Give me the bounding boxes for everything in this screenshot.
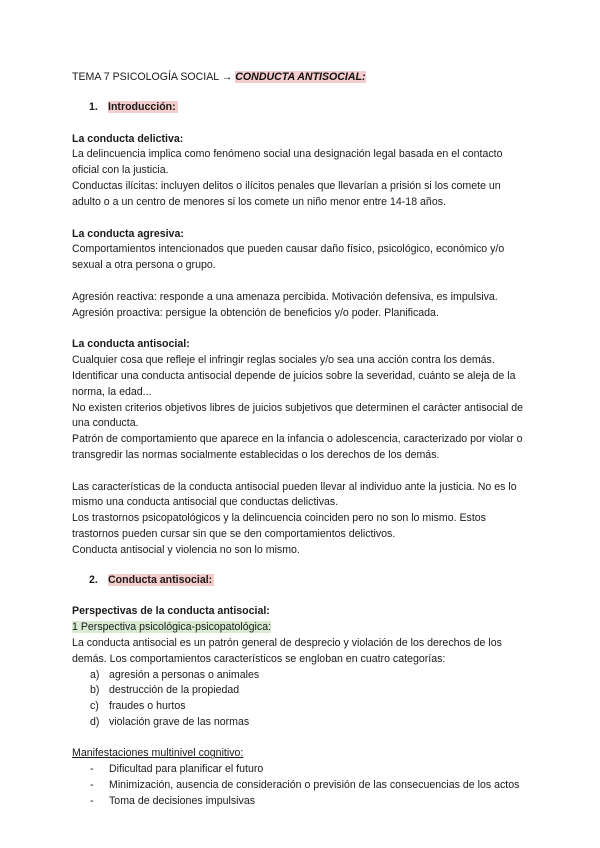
list-marker: - bbox=[90, 779, 94, 792]
list-item bbox=[72, 762, 528, 778]
list-item bbox=[72, 715, 528, 731]
antisocial-paragraph-7: Conducta antisocial y violencia no son lo mismo. bbox=[72, 543, 300, 556]
list-item-text: fraudes o hurtos bbox=[109, 700, 186, 713]
list-item bbox=[72, 794, 528, 810]
perspectivas-heading: Perspectivas de la conducta antisocial: bbox=[72, 605, 270, 618]
antisocial-heading: La conducta antisocial: bbox=[72, 338, 190, 351]
list-item bbox=[72, 778, 528, 794]
antisocial-paragraph-4: Patrón de comportamiento que aparece en la infancia o adolescencia, caracterizado por violar o transgredir las normas socialmente establecidas o los derechos de los demás. bbox=[72, 433, 523, 461]
section-2-label: Conducta antisocial: bbox=[108, 573, 213, 586]
perspectivas-paragraph-1: La conducta antisocial es un patrón general de desprecio y violación de los derechos de los demás. Los comportamientos característicos se engloban en cuatro categorías: bbox=[72, 636, 502, 665]
spacer bbox=[72, 731, 528, 747]
list-item bbox=[72, 699, 528, 715]
list-marker: d) bbox=[90, 715, 100, 728]
delictiva-heading: La conducta delictiva: bbox=[72, 132, 184, 145]
list-item-text: Minimización, ausencia de consideración o previsión de las consecuencias de los actos bbox=[109, 779, 520, 792]
list-item-text: Dificultad para planificar el futuro bbox=[109, 763, 264, 776]
list-item-text: destrucción de la propiedad bbox=[109, 684, 240, 697]
list-marker: - bbox=[90, 794, 94, 807]
title-prefix: TEMA 7 PSICOLOGÍA SOCIAL → bbox=[72, 71, 236, 83]
antisocial-paragraph-1: Cualquier cosa que refleje el infringir reglas sociales y/o sea una acción contra los demás. bbox=[72, 354, 495, 367]
list-item-text: agresión a personas o animales bbox=[109, 668, 260, 681]
section-1-heading bbox=[89, 100, 528, 116]
list-item-text: violación grave de las normas bbox=[109, 715, 250, 728]
list-marker: b) bbox=[90, 684, 100, 697]
list-item bbox=[72, 683, 528, 699]
delictiva-paragraph-1: La delincuencia implica como fenómeno social una designación legal basada en el contacto oficial con la justicia. bbox=[72, 148, 503, 177]
antisocial-paragraph-3: No existen criterios objetivos libres de juicios subjetivos que determinen el carácter antisocial de una conducta. bbox=[72, 401, 524, 430]
section-2-heading bbox=[89, 573, 528, 589]
document-page bbox=[72, 70, 528, 810]
agresiva-paragraph-1: Comportamientos intencionados que pueden causar daño físico, psicológico, económico y/o sexual a otra persona o grupo. bbox=[72, 243, 505, 272]
antisocial-paragraph-5: Las características de la conducta antisocial pueden llevar al individuo ante la justicia. No es lo mismo una conducta antisocial que conductas delictivas. bbox=[72, 480, 517, 509]
perspectivas-subheading bbox=[72, 620, 528, 636]
spacer bbox=[72, 274, 528, 290]
document-title bbox=[72, 70, 528, 86]
categories-list bbox=[72, 668, 528, 731]
manifestaciones-list bbox=[72, 762, 528, 809]
manifestaciones-heading: Manifestaciones multinivel cognitivo: bbox=[72, 747, 244, 760]
delictiva-paragraph-2: Conductas ilícitas: incluyen delitos o ilícitos penales que llevarían a prisión si los comete un adulto o a un centro de menores si los comete un niño menor entre 14-18 años. bbox=[72, 179, 501, 208]
list-marker: c) bbox=[90, 700, 99, 713]
list-item-text: Toma de decisiones impulsivas bbox=[109, 794, 256, 807]
title-highlight: CONDUCTA ANTISOCIAL: bbox=[235, 71, 366, 83]
section-1-number: 1. bbox=[89, 100, 98, 113]
agresiva-heading: La conducta agresiva: bbox=[72, 227, 184, 240]
list-item bbox=[72, 668, 528, 684]
perspectivas-subheading-text: 1 Perspectiva psicológica-psicopatológica: bbox=[72, 621, 272, 634]
list-marker: - bbox=[90, 763, 94, 776]
section-1-label: Introducción: bbox=[108, 100, 176, 113]
agresiva-paragraph-2: Agresión reactiva: responde a una amenaza percibida. Motivación defensiva, es impulsiva. bbox=[72, 290, 498, 303]
spacer bbox=[72, 464, 528, 480]
antisocial-paragraph-6: Los trastornos psicopatológicos y la delincuencia coinciden pero no son lo mismo. Estos trastornos pueden cursar sin que se den comportamientos delictivos. bbox=[72, 512, 486, 540]
section-2-number: 2. bbox=[89, 573, 98, 586]
antisocial-paragraph-2: Identificar una conducta antisocial depende de juicios sobre la severidad, cuánto se aleja de la norma, la edad... bbox=[72, 369, 516, 398]
agresiva-paragraph-3: Agresión proactiva: persigue la obtención de beneficios y/o poder. Planificada. bbox=[72, 306, 439, 319]
list-marker: a) bbox=[90, 668, 100, 681]
